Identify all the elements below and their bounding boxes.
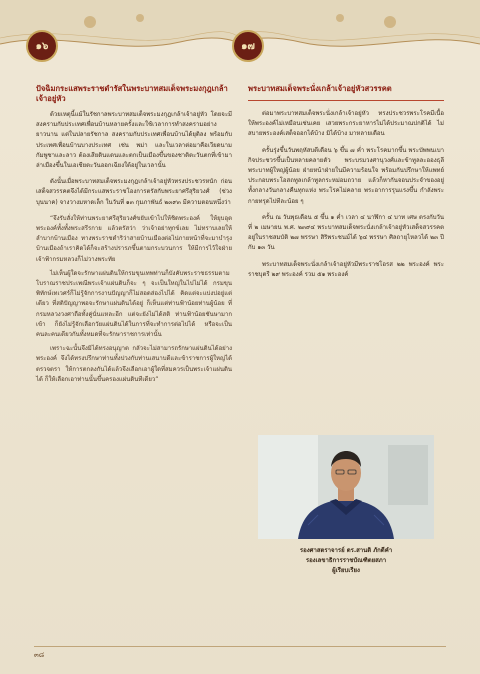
right-column [248, 84, 444, 286]
right-page-number: ๑๗ [241, 40, 255, 52]
portrait-illustration [258, 435, 434, 539]
footer-divider [34, 646, 446, 647]
royal-quote: เพราะฉะนั้นจึงมิได้ทรงอนุญาต กลัวจะไม่สามารถรักษาแผ่นดินได้อย่างพระองค์ จึงได้ทรงปรึกษาท่านทั้งปวงกับท่านเสนาบดีและข้าราชการผู้ใหญ่ได้ตรวจตรา ให้การตกลงกันได้แล้วจึงเลือกเอาผู้ใดที่สมควรเป็นพระเจ้าแผ่นดินได้ ก็ให้เลือกเอาท่านนั้นขึ้นครองแผ่นดินทีเดียว” [36, 345, 232, 383]
left-page-badge [26, 30, 58, 62]
left-heading: ปัจฉิมกระแสพระราชดำรัสในพระบาทสมเด็จพระมงกุฎเกล้าเจ้าอยู่หัว [36, 84, 228, 103]
right-paragraph: ครั้น ณ วันพุธเดือน ๕ ขึ้น ๑ ค่ำ เวลา ๔ นาฬิกา ๔ บาท เศษ ตรงกับวันที่ ๒ เมษายน พ.ศ. ๒๓๙๔ พระบาทสมเด็จพระนั่งเกล้าเจ้าอยู่หัวเสด็จสวรรคต อยู่ในราชสมบัติ ๒๗ พรรษา สิริพระชนม์ได้ ๖๔ พรรษา ศิลถายุไหลวได้ ๒๓ ปีกับ ๑๓ วัน [248, 213, 444, 252]
left-paragraph: ด้วยเหตุนี้แม้ในรัชกาลพระบาทสมเด็จพระมงกุฎเกล้าเจ้าอยู่หัว โดยจะมีสงครามกับประเทศเพื่อนบ้านหลายครั้งและใช้เวลาการทำสงครามอย่างยาวนาน แต่ในปลายรัชกาล สงครามกับประเทศเพื่อนบ้านได้ยุติลง พร้อมกับประเทศเพื่อนบ้านบางประเทศ เช่น พม่า และในเวลาต่อมาคือเวียดนาม กัมพูชาและลาว ต้องเสียดินแดนและตกเป็นเมืองขึ้นของชาติตะวันตกที่เข้ามาล่าเมืองขึ้นในเอเชียตะวันออกเฉียงใต้อยู่ในเวลานั้น [36, 111, 232, 170]
right-paragraph: ต่อมาพระบาทสมเด็จพระนั่งเกล้าเจ้าอยู่หัว ทรงประชวรพระโรคมีเนื้อ ให้พระองค์ไม่เหมือนเช่นเคย เสวยพระกระยาหารไม่ได้ประมาณปกติได้ ไม่สบายพระองค์เสด็จออกได้บ้าง มิได้บ้าง มาหลายเดือน [248, 110, 444, 138]
author-photo [258, 435, 434, 539]
caption-name: รองศาสตราจารย์ ดร.สานติ ภักดีคำ [299, 547, 393, 554]
caption-role: ผู้เรียบเรียง [332, 567, 360, 574]
right-paragraph: พระบาทสมเด็จพระนั่งเกล้าเจ้าอยู่หัวมีพระราชโอรส ๒๒ พระองค์ พระราชบุตรี ๒๙ พระองค์ รวม ๕๑ พระองค์ [248, 260, 444, 278]
heading-divider [248, 100, 444, 101]
left-column [36, 84, 232, 389]
photo-caption [258, 546, 434, 576]
right-paragraph: ครั้นรุ่งขึ้นวันพฤหัสบดีเดือน ๖ ขึ้น ๗ ค่ำ พระโรคมากขึ้น พระบัพพนเบากิจประชวรขึ้นเป็นหลายคลายตัว พระบรมวงศานุวงศ์และข้าทูลละอองธุลีพระบาทผู้ใหญ่ผู้น้อย ฝ่ายหน้าฝ่ายในมีความร้อนใจ พร้อมกันปรึกษาให้แพทย์ประกอบพระโอสถทูลเกล้าทูลกระหม่อมถวาย แล้วก็หากันจอนประจำของอยู่ทั้งกลางวันกลางคืนทุกแห่ง พระโรคไม่คลาย พระอาการรุนแรงขึ้น กำลังพระกายทรุดไปทีละน้อย ๆ [248, 146, 444, 205]
caption-title: รองเลขาธิการราชบัณฑิตยสภา [305, 557, 387, 564]
header-band [0, 0, 480, 70]
right-page-badge [232, 30, 264, 62]
right-heading: พระบาทสมเด็จพระนั่งเกล้าเจ้าอยู่หัวสวรรคต [248, 84, 392, 93]
page-number: ๓๘ [34, 651, 45, 659]
left-page-number: ๑๖ [35, 40, 49, 52]
royal-quote: “จึงรับสั่งให้ท่านพระยาศรีสุริยวงศ์ขยับเข้าไปให้ชิดพระองค์ ให้ยุบอุตพระองค์ทั้งทั้งพระสรีรกาย แล้วตรัสว่า ว่าเจ้าอย่าทุกข์เลย ไม่ทราบเลยให้ลำบากบ้านเมือง ทางพระราชดำริว่าสายบ้านเมืองต่อไปภายหน้าที่จะมาบำรุงบ้านเมืองถ้าเราคิดได้ก็จะสร้างปรารภขึ้นตามกระบวนการ ให้มีการไว้ใจฝ่ายเจ้าฟ้ากรมหลวงก็ไม่วางพระทัย [36, 214, 232, 263]
royal-quote: ไม่เห็นผู้ใดจะรักษาแผ่นดินให้กรมขุนเทพท่านก็บังคับพระราชธรรมตามโบราณราชประเพณีพระเจ้าแผ่นดินก็จะ ๆ จะเป็นใหญ่ในไปไม่ได้ กรมขุนพิทักษ์เทเวศร์ก็ไม่รู้จักการงานปัญญาก็ไม่สอดส่องไปได้ คิดแต่จะแบ่งปอยู่แต่เดียว ที่สติปัญญาพอจะรักษาแผ่นดินได้อยู่ ก็เห็นแต่ท่านฟ้าน้อยท่านผู้น้อย ที่กรมหลวงวงศาถือทั้งคู่นั่นแหละอีก แต่จะยังไม่ได้สติ ท่านฟ้าน้อยชันษามากเข้า ก็ยังไม่รู้จักเลือกวัยแผ่นดินได้ในการที่จะทำการต่อไปได้ หรือจะเป็นคนละคนเดียวกันทั้งหมดที่จะรักษาราชการเท่านั้น [36, 269, 232, 339]
left-paragraph: ดังนั้นเมื่อพระบาทสมเด็จพระมงกุฎเกล้าเจ้าอยู่หัวทรงประชวรหนัก ก่อนเสด็จสวรรคตจึงได้มีกระแสพระราชโองการตรัสกับพระยาศรีสุริยวงศ์ (ช่วง บุนนาค) จางวางมหาดเล็ก ในวันที่ ๑๓ กุมภาพันธ์ ๒๓๙๓ มีความตอนหนึ่งว่า [36, 178, 232, 206]
